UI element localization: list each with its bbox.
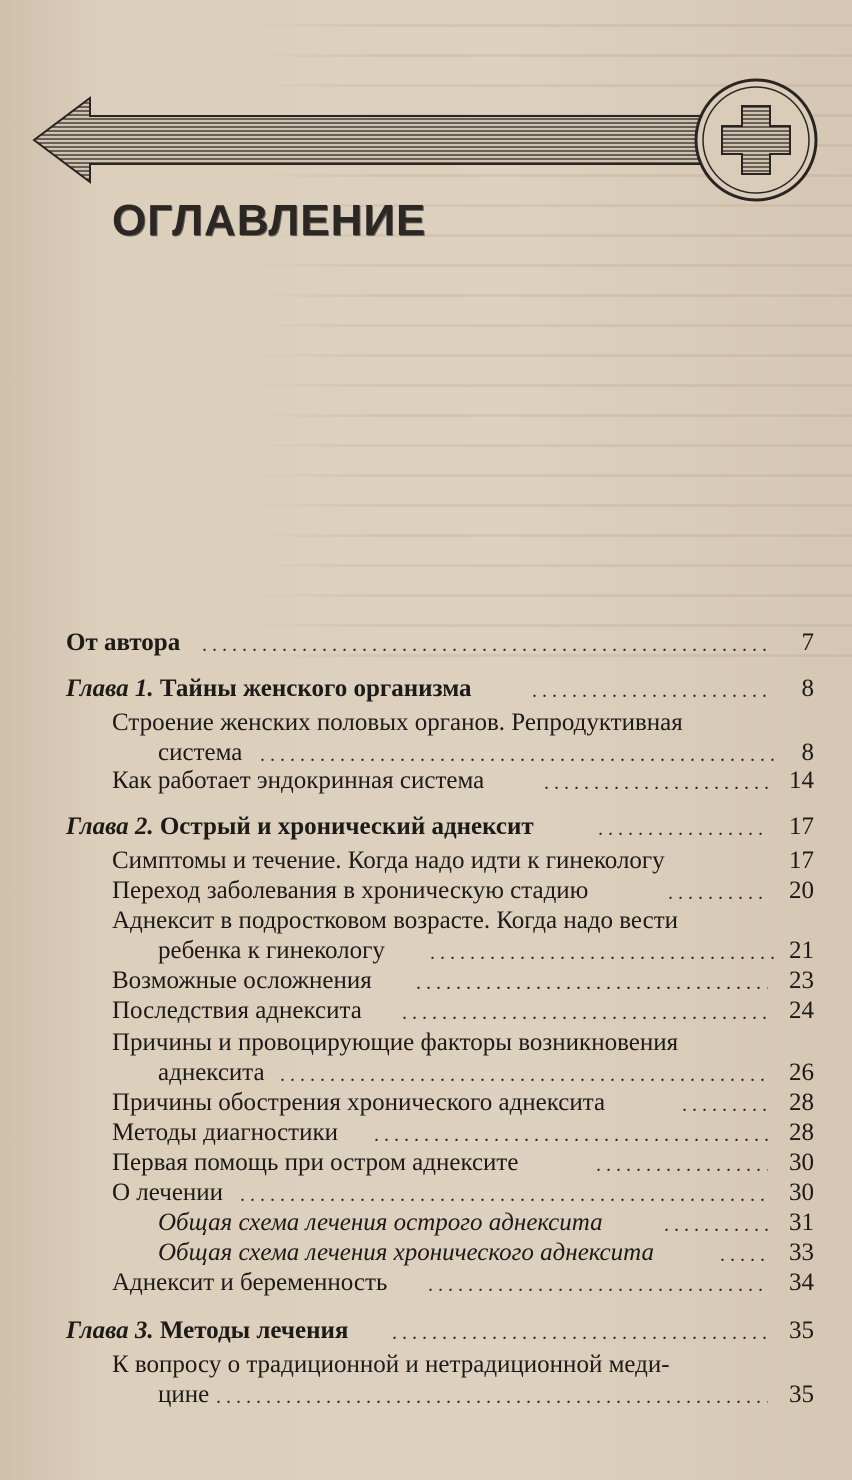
toc-page-number: 30: [789, 1179, 814, 1206]
toc-page-number: 26: [789, 1059, 814, 1086]
toc-entry: [112, 708, 814, 768]
leader-dots: [216, 1382, 768, 1412]
toc-entry-title: Переход заболевания в хроническую стадию: [112, 877, 589, 904]
toc-page-number: 23: [789, 967, 814, 994]
toc-entry-title: Методы лечения: [159, 1317, 349, 1344]
toc-entry-title: К вопросу о традиционной и нетрадиционной меди-: [112, 1351, 670, 1378]
toc-entry-title: Общая схема лечения острого аднексита: [158, 1209, 603, 1236]
toc-page-number: 30: [789, 1149, 814, 1176]
leader-dots: [402, 998, 768, 1028]
toc-page-number: 17: [789, 847, 814, 874]
toc-entry: [112, 1178, 814, 1208]
toc-entry-title: О лечении: [112, 1179, 224, 1206]
leader-dots: [428, 1270, 768, 1300]
toc-entry: [112, 1350, 814, 1410]
leader-dots: [280, 1060, 768, 1090]
toc-entry: [112, 996, 814, 1026]
toc-entry-title: Возможные осложнения: [112, 967, 372, 994]
toc-entry-title-cont: цине: [158, 1381, 210, 1408]
toc-entry-title: Симптомы и течение. Когда надо идти к гинекологу: [112, 847, 665, 874]
toc-entry: [112, 1028, 814, 1088]
leader-dots: [720, 1240, 768, 1270]
leader-dots: [374, 1120, 768, 1150]
leader-dots: [682, 1090, 768, 1120]
toc-entry: [112, 766, 814, 796]
toc-entry-title: Последствия аднексита: [112, 997, 362, 1024]
toc-page-number: 28: [789, 1119, 814, 1146]
toc-page-number: 28: [789, 1089, 814, 1116]
toc-page-number: 8: [801, 739, 814, 766]
toc-page-number: 24: [789, 997, 814, 1024]
toc-page-number: 31: [789, 1209, 814, 1236]
toc-entry-title: Общая схема лечения хронического аднексита: [158, 1239, 654, 1266]
leader-dots: [664, 1210, 768, 1240]
toc-page-number: 34: [789, 1269, 814, 1296]
toc-entry-title: Причины обострения хронического аднексита: [112, 1089, 606, 1116]
leader-dots: [598, 814, 767, 844]
toc-page-number: 17: [789, 813, 814, 840]
toc-page-number: 33: [789, 1239, 814, 1266]
toc-entry-title: Острый и хронический аднексит: [159, 813, 534, 840]
toc-entry: [112, 906, 814, 966]
toc-entry-title: Аднексит и беременность: [112, 1269, 388, 1296]
leader-dots: [240, 1180, 768, 1210]
leader-dots: [668, 878, 768, 908]
toc-entry-foreword: [66, 628, 814, 658]
toc-entry: [158, 1208, 814, 1238]
toc-entry-title-cont: ребенка к гинекологу: [158, 937, 385, 964]
toc-entry: [112, 1118, 814, 1148]
toc-entry-title: Аднексит в подростковом возрасте. Когда надо вести: [112, 907, 679, 934]
toc-page-number: 7: [801, 629, 814, 656]
leader-dots: [392, 1318, 767, 1348]
leader-dots: [544, 768, 768, 798]
chapter-label: Глава 1.: [66, 675, 154, 702]
page-title: ОГЛАВЛЕНИЕ: [112, 196, 427, 245]
toc-entry-title: От автора: [66, 629, 181, 656]
chapter-label: Глава 2.: [66, 813, 154, 840]
toc-page-number: 14: [789, 767, 814, 794]
toc-entry-chapter-2: [66, 812, 814, 842]
toc-entry: [112, 1148, 814, 1178]
toc-entry-title: Строение женских половых органов. Репродуктивная: [112, 709, 683, 736]
toc-entry-title-cont: аднексита: [158, 1059, 265, 1086]
toc-entry-title: Первая помощь при остром аднексите: [112, 1149, 519, 1176]
leader-dots: [416, 968, 768, 998]
toc-page-number: 20: [789, 877, 814, 904]
toc-entry-title: Как работает эндокринная система: [112, 767, 485, 794]
toc-page-number: 21: [789, 937, 814, 964]
toc-entry-chapter-1: [66, 674, 814, 704]
toc-entry: [112, 1268, 814, 1298]
toc-page-number: 35: [789, 1381, 814, 1408]
toc-page-number: 8: [801, 675, 814, 702]
leader-dots: [202, 630, 767, 660]
leader-dots: [430, 938, 778, 968]
toc-entry-chapter-3: [66, 1316, 814, 1346]
toc-entry: [158, 1238, 814, 1268]
toc-entry: [112, 846, 814, 876]
toc-entry-title: Методы диагностики: [112, 1119, 339, 1146]
leader-dots: [532, 676, 767, 706]
toc-page-number: 35: [789, 1317, 814, 1344]
leader-dots: [596, 1150, 768, 1180]
toc-entry-title-cont: система: [158, 739, 243, 766]
toc-entry: [112, 876, 814, 906]
toc-entry: [112, 1088, 814, 1118]
chapter-label: Глава 3.: [66, 1317, 154, 1344]
toc-entry: [112, 966, 814, 996]
toc-entry-title: Причины и провоцирующие факторы возникновения: [112, 1029, 679, 1056]
toc-entry-title: Тайны женского организма: [159, 675, 472, 702]
